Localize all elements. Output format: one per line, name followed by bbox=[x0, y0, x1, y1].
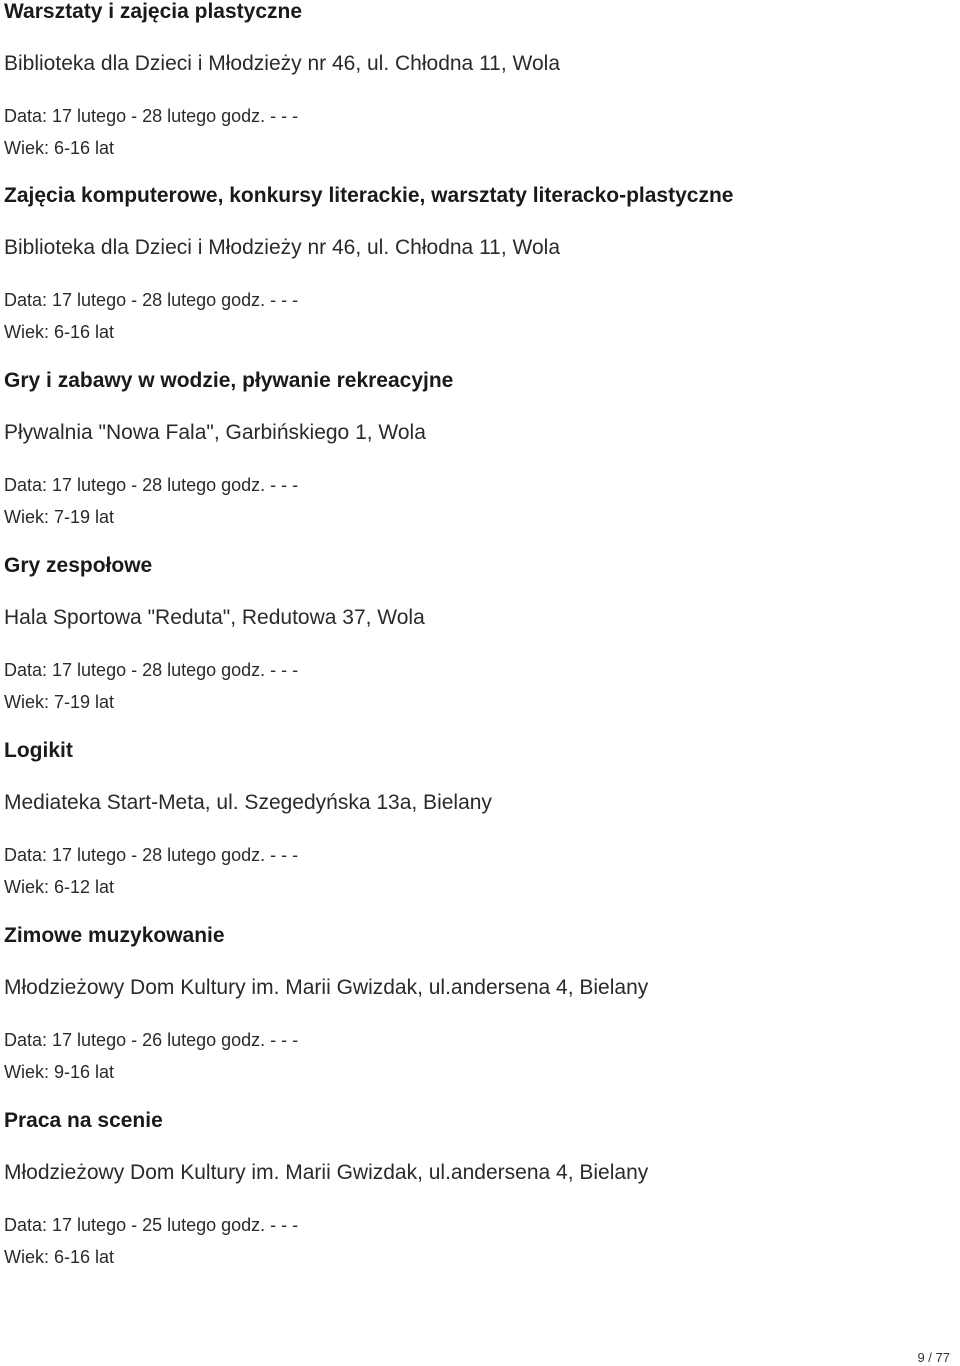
event-venue: Biblioteka dla Dzieci i Młodzieży nr 46, ul. Chłodna 11, Wola bbox=[4, 236, 560, 259]
event-date: Data: 17 lutego - 28 lutego godz. - - - bbox=[4, 845, 299, 865]
event-date: Data: 17 lutego - 25 lutego godz. - - - bbox=[4, 1215, 299, 1235]
event-title: Warsztaty i zajęcia plastyczne bbox=[4, 0, 303, 23]
event-title: Gry zespołowe bbox=[4, 554, 153, 577]
event-venue: Mediateka Start-Meta, ul. Szegedyńska 13a, Bielany bbox=[4, 791, 492, 814]
event-venue: Młodzieżowy Dom Kultury im. Marii Gwizdak, ul.andersena 4, Bielany bbox=[4, 1161, 649, 1184]
event-age: Wiek: 9-16 lat bbox=[4, 1062, 115, 1082]
event-date: Data: 17 lutego - 28 lutego godz. - - - bbox=[4, 106, 299, 126]
event-date: Data: 17 lutego - 26 lutego godz. - - - bbox=[4, 1030, 299, 1050]
event-venue: Pływalnia "Nowa Fala", Garbińskiego 1, Wola bbox=[4, 421, 426, 444]
event-venue: Hala Sportowa "Reduta", Redutowa 37, Wola bbox=[4, 606, 425, 629]
event-age: Wiek: 6-16 lat bbox=[4, 322, 115, 342]
event-age: Wiek: 7-19 lat bbox=[4, 507, 115, 527]
event-date: Data: 17 lutego - 28 lutego godz. - - - bbox=[4, 290, 299, 310]
event-age: Wiek: 7-19 lat bbox=[4, 692, 115, 712]
event-venue: Biblioteka dla Dzieci i Młodzieży nr 46, ul. Chłodna 11, Wola bbox=[4, 52, 560, 75]
event-title: Zimowe muzykowanie bbox=[4, 924, 225, 947]
event-title: Gry i zabawy w wodzie, pływanie rekreacyjne bbox=[4, 369, 454, 392]
event-age: Wiek: 6-16 lat bbox=[4, 1247, 115, 1267]
event-title: Zajęcia komputerowe, konkursy literackie, warsztaty literacko-plastyczne bbox=[4, 184, 734, 207]
page-number: 9 / 77 bbox=[917, 1350, 950, 1365]
event-venue: Młodzieżowy Dom Kultury im. Marii Gwizdak, ul.andersena 4, Bielany bbox=[4, 976, 649, 999]
event-title: Logikit bbox=[4, 739, 73, 762]
event-date: Data: 17 lutego - 28 lutego godz. - - - bbox=[4, 475, 299, 495]
event-date: Data: 17 lutego - 28 lutego godz. - - - bbox=[4, 660, 299, 680]
event-age: Wiek: 6-16 lat bbox=[4, 138, 115, 158]
event-age: Wiek: 6-12 lat bbox=[4, 877, 115, 897]
event-title: Praca na scenie bbox=[4, 1109, 163, 1132]
